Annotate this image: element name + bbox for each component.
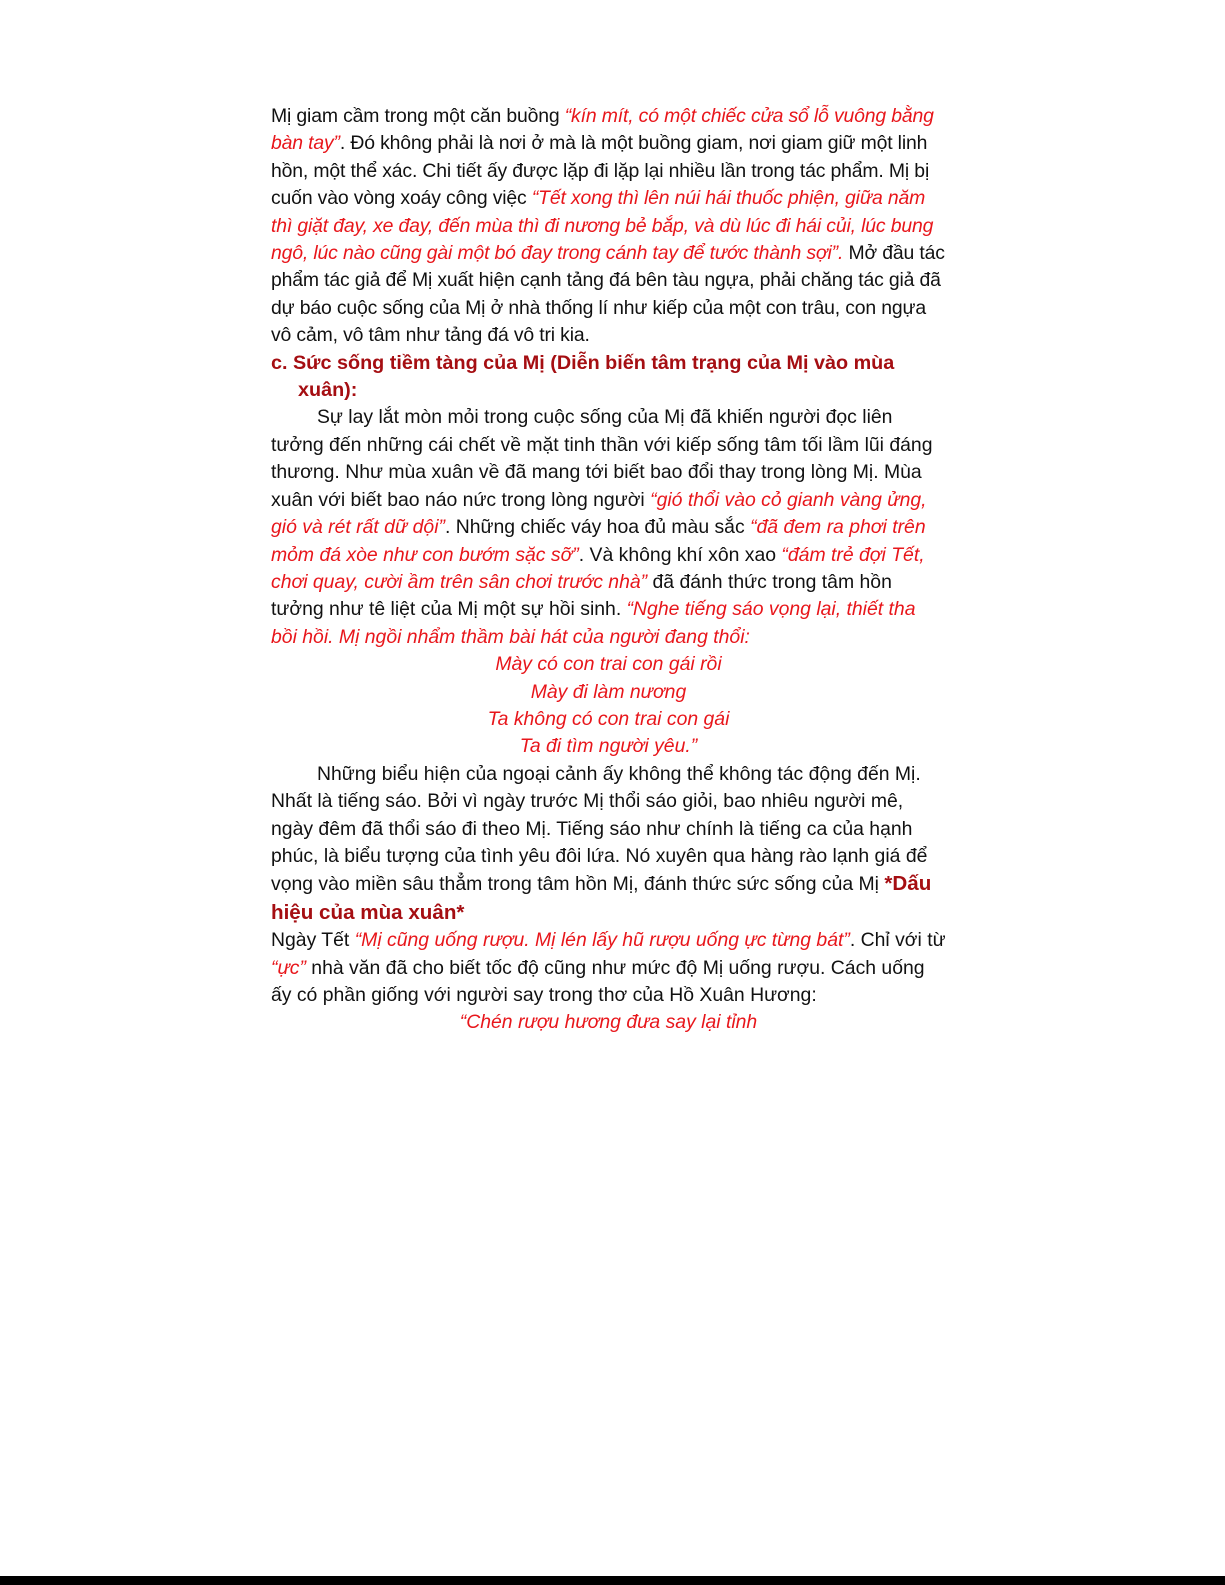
text: nhà văn đã cho biết tốc độ cũng như mức độ Mị uống rượu. Cách uống ấy có phần giống với người say trong thơ của Hồ Xuân Hương: — [271, 956, 925, 1006]
quote: “kín mít, có một chiếc cửa sổ lỗ vuông bằng bàn tay” — [271, 105, 934, 155]
text: Ngày Tết — [271, 929, 355, 952]
quote: “Nghe tiếng sáo vọng lại, thiết tha bồi hồi. Mị ngồi nhẩm thầm bài hát của người đang thổi: — [271, 598, 916, 648]
quote: “đã đem ra phơi trên mỏm đá xòe như con bướm sặc sỡ” — [271, 516, 926, 566]
text: đã đánh thức trong tâm hồn tưởng như tê liệt của Mị một sự hồi sinh. — [271, 570, 892, 621]
quote: “đám trẻ đợi Tết, chơi quay, cười ầm trên sân chơi trước nhà” — [271, 543, 925, 593]
page-bottom-border — [0, 1576, 1225, 1585]
text: Mở đầu tác phẩm tác giả để Mị xuất hiện cạnh tảng đá bên tàu ngựa, phải chăng tác giả đã dự báo cuộc sống của Mị ở nhà thống lí như kiếp của một con trâu, con ngựa vô cảm, vô tâm như tảng đá vô tri kia. — [271, 242, 945, 347]
paragraph-flute — [271, 761, 946, 927]
text: . Những chiếc váy hoa đủ màu sắc — [444, 516, 751, 539]
paragraph-prison — [271, 103, 946, 350]
quote: “ực” — [271, 956, 306, 979]
quote: “Mị cũng uống rượu. Mị lén lấy hũ rượu uống ực từng bát” — [354, 929, 850, 952]
text: . Chỉ với từ — [849, 929, 946, 952]
text: Những biểu hiện của ngoại cảnh ấy không thể không tác động đến Mị. Nhất là tiếng sáo. Bởi vì ngày trước Mị thổi sáo giỏi, bao nhiêu người mê, ngày đêm đã thổi sáo đi theo Mị. Tiếng sáo như chính là tiếng ca của hạnh phúc, là biểu tượng của tình yêu đôi lứa. Nó xuyên qua hàng rào lạnh giá để vọng vào miền sâu thẳm trong tâm hồn Mị, đánh thức sức sống của Mị — [271, 762, 928, 896]
text: . Và không khí xôn xao — [578, 543, 782, 566]
poem-line: Ta không có con trai con gái — [487, 707, 730, 730]
quote: “Tết xong thì lên núi hái thuốc phiện, giữa năm thì giặt đay, xe đay, đến mùa thì đi nương bẻ bắp, và dù lúc đi hái củi, lúc bung ngô, lúc nào cũng gài một bó đay trong cánh tay để tước thành sợi”. — [271, 187, 934, 265]
section-heading: c. Sức sống tiềm tàng của Mị (Diễn biến tâm trạng của Mị vào mùa xuân): — [271, 351, 895, 402]
poem-line: Ta đi tìm người yêu.” — [519, 735, 698, 758]
quote: “gió thổi vào cỏ gianh vàng ửng, gió và rét rất dữ dội” — [271, 488, 927, 539]
text: Mị giam cầm trong một căn buồng — [271, 105, 565, 127]
document-body — [271, 103, 946, 1037]
poem-song — [271, 651, 946, 761]
paragraph-wine — [271, 927, 946, 1009]
poem-ho-xuan-huong — [271, 1009, 946, 1036]
poem-line: Mày có con trai con gái rồi — [495, 653, 722, 676]
poem-line: Mày đi làm nương — [530, 680, 687, 703]
text: . Đó không phải là nơi ở mà là một buồng giam, nơi giam giữ một linh hồn, một thể xác. Chi tiết ấy được lặp đi lặp lại nhiều lần trong tác phẩm. Mị bị cuốn vào vòng xoáy công việc — [271, 132, 930, 210]
text: Sự lay lắt mòn mỏi trong cuộc sống của Mị đã khiến người đọc liên tưởng đến những cái chết về mặt tinh thần với kiếp sống tâm tối lầm lũi đáng thương. Như mùa xuân về đã mang tới biết bao đổi thay trong lòng Mị. Mùa xuân với biết bao náo nức trong lòng người — [271, 406, 933, 511]
poem-line: “Chén rượu hương đưa say lại tỉnh — [459, 1011, 758, 1034]
spring-sign-marker: *Dấu hiệu của mùa xuân* — [271, 872, 932, 924]
paragraph-spring — [271, 404, 946, 651]
